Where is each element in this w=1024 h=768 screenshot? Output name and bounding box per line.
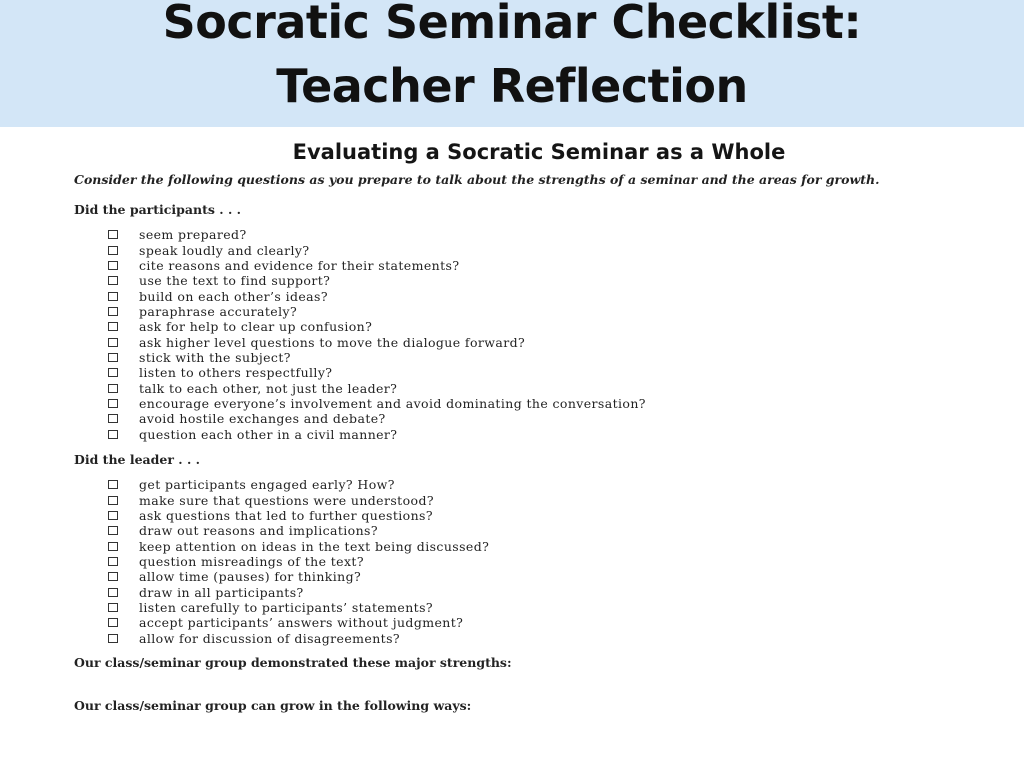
checklist-item-text: question misreadings of the text? bbox=[139, 553, 364, 569]
checklist-item-text: encourage everyone’s involvement and avoid dominating the conversation? bbox=[139, 395, 646, 411]
checkbox-icon bbox=[108, 384, 118, 393]
checklist-item-text: avoid hostile exchanges and debate? bbox=[139, 411, 386, 427]
checklist-item-text: stick with the subject? bbox=[139, 349, 291, 365]
checkbox-icon bbox=[108, 526, 118, 535]
checklist-item-text: seem prepared? bbox=[139, 227, 247, 243]
checklist-item-text: listen carefully to participants’ statements? bbox=[139, 599, 434, 615]
checklist-item bbox=[108, 554, 489, 569]
strengths-prompt: Our class/seminar group demonstrated these major strengths: bbox=[74, 655, 512, 670]
growth-prompt: Our class/seminar group can grow in the following ways: bbox=[74, 698, 472, 713]
leader-checklist bbox=[108, 477, 489, 646]
checkbox-icon bbox=[108, 322, 118, 331]
checklist-item-text: draw in all participants? bbox=[139, 584, 304, 600]
slide-title-band bbox=[0, 0, 1024, 127]
checkbox-icon bbox=[108, 430, 118, 439]
checklist-item bbox=[108, 319, 646, 334]
checklist-document bbox=[0, 127, 1024, 768]
checklist-item bbox=[108, 508, 489, 523]
leader-section-label: Did the leader . . . bbox=[74, 452, 201, 467]
checklist-item bbox=[108, 615, 489, 630]
checklist-item-text: build on each other’s ideas? bbox=[139, 288, 328, 304]
checklist-item bbox=[108, 242, 646, 257]
checklist-item bbox=[108, 258, 646, 273]
checklist-item-text: draw out reasons and implications? bbox=[139, 523, 378, 539]
checklist-item-text: paraphrase accurately? bbox=[139, 303, 298, 319]
checklist-item bbox=[108, 426, 646, 441]
checklist-item bbox=[108, 288, 646, 303]
checklist-item-text: keep attention on ideas in the text being discussed? bbox=[139, 538, 490, 554]
checklist-item-text: question each other in a civil manner? bbox=[139, 426, 398, 442]
checklist-item bbox=[108, 492, 489, 507]
checkbox-icon bbox=[108, 572, 118, 581]
checkbox-icon bbox=[108, 307, 118, 316]
participants-section-label: Did the participants . . . bbox=[74, 202, 242, 217]
checklist-item bbox=[108, 411, 646, 426]
checklist-item bbox=[108, 334, 646, 349]
checklist-item bbox=[108, 350, 646, 365]
checklist-item-text: ask for help to clear up confusion? bbox=[139, 319, 373, 335]
checklist-item-text: use the text to find support? bbox=[139, 273, 331, 289]
checklist-item-text: cite reasons and evidence for their statements? bbox=[139, 257, 460, 273]
slide-title-line-2: Teacher Reflection bbox=[276, 59, 748, 113]
checklist-item-text: talk to each other, not just the leader? bbox=[139, 380, 398, 396]
checkbox-icon bbox=[108, 511, 118, 520]
checkbox-icon bbox=[108, 261, 118, 270]
checkbox-icon bbox=[108, 480, 118, 489]
checkbox-icon bbox=[108, 414, 118, 423]
checklist-item bbox=[108, 630, 489, 645]
checklist-item bbox=[108, 227, 646, 242]
document-heading: Evaluating a Socratic Seminar as a Whole bbox=[292, 140, 786, 164]
checkbox-icon bbox=[108, 496, 118, 505]
checklist-item-text: allow time (pauses) for thinking? bbox=[139, 569, 362, 585]
checklist-item bbox=[108, 600, 489, 615]
slide-title-line-1: Socratic Seminar Checklist: bbox=[162, 0, 862, 49]
checklist-item bbox=[108, 523, 489, 538]
checkbox-icon bbox=[108, 618, 118, 627]
checklist-item bbox=[108, 273, 646, 288]
checklist-item-text: allow for discussion of disagreements? bbox=[139, 630, 400, 646]
participants-checklist bbox=[108, 227, 646, 442]
checkbox-icon bbox=[108, 246, 118, 255]
checklist-item bbox=[108, 569, 489, 584]
checklist-item-text: listen to others respectfully? bbox=[139, 365, 333, 381]
checklist-item-text: make sure that questions were understood? bbox=[139, 492, 434, 508]
checklist-item-text: get participants engaged early? How? bbox=[139, 477, 395, 493]
checkbox-icon bbox=[108, 399, 118, 408]
checklist-item-text: ask questions that led to further questions? bbox=[139, 507, 433, 523]
intro-text: Consider the following questions as you prepare to talk about the strengths of a seminar and the areas for growth. bbox=[74, 172, 880, 187]
checklist-item bbox=[108, 396, 646, 411]
checkbox-icon bbox=[108, 542, 118, 551]
checkbox-icon bbox=[108, 588, 118, 597]
checkbox-icon bbox=[108, 368, 118, 377]
checklist-item bbox=[108, 538, 489, 553]
checkbox-icon bbox=[108, 557, 118, 566]
checkbox-icon bbox=[108, 276, 118, 285]
checklist-item-text: accept participants’ answers without judgment? bbox=[139, 615, 464, 631]
checkbox-icon bbox=[108, 634, 118, 643]
checkbox-icon bbox=[108, 603, 118, 612]
checklist-item bbox=[108, 477, 489, 492]
checklist-item bbox=[108, 365, 646, 380]
checklist-item-text: ask higher level questions to move the dialogue forward? bbox=[139, 334, 526, 350]
checklist-item bbox=[108, 584, 489, 599]
checkbox-icon bbox=[108, 292, 118, 301]
checklist-item bbox=[108, 380, 646, 395]
checklist-item-text: speak loudly and clearly? bbox=[139, 242, 310, 258]
checklist-item bbox=[108, 304, 646, 319]
checkbox-icon bbox=[108, 230, 118, 239]
checkbox-icon bbox=[108, 338, 118, 347]
checkbox-icon bbox=[108, 353, 118, 362]
